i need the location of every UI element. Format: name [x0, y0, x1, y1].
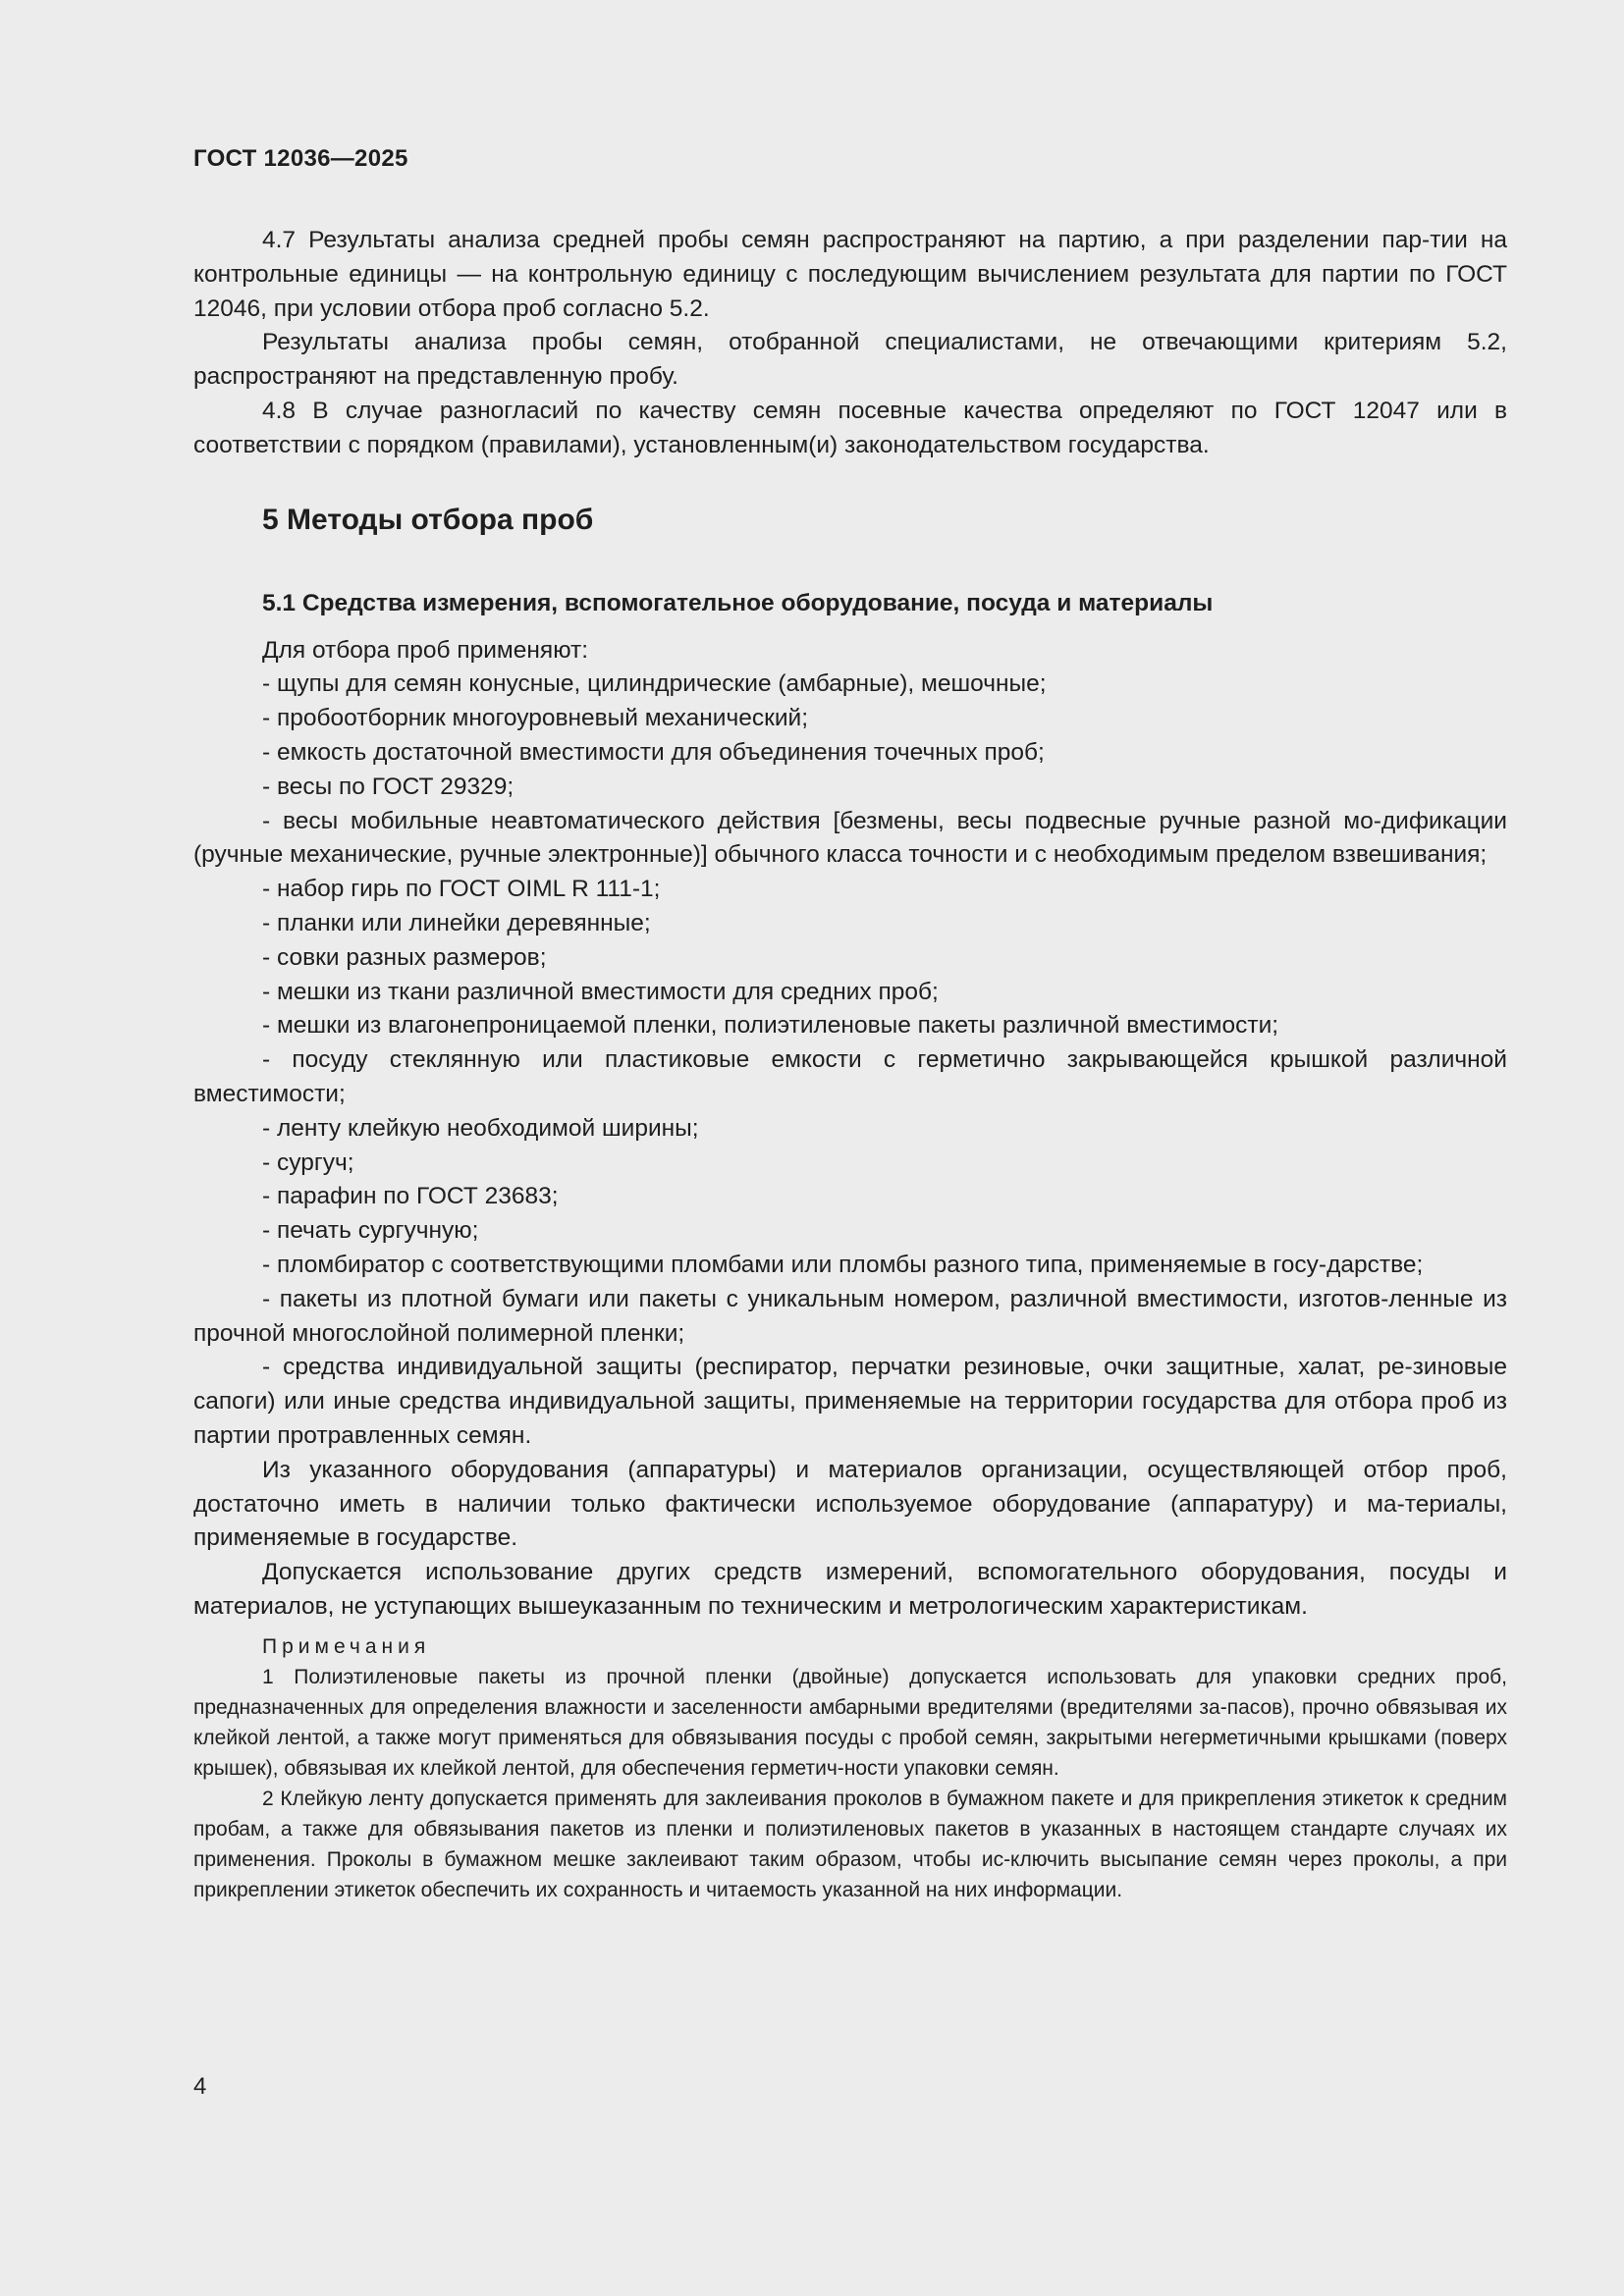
list-item: - ленту клейкую необходимой ширины; — [262, 1114, 699, 1142]
document-page — [193, 145, 1507, 1905]
list-item: - планки или линейки деревянные; — [262, 909, 651, 936]
list-item: - весы по ГОСТ 29329; — [262, 773, 514, 800]
note-item: 2 Клейкую ленту допускается применять для заклеивания проколов в бумажном пакете и для прикрепления этикеток к средним пробам, а также для обвязывания пакетов из пленки и полиэтиленовых пакетов в указанных в настоящем стандарте случаях их применения. Проколы в бумажном мешке заклеивают таким образом, чтобы ис-ключить высыпание семян через проколы, а при прикреплении этикеток обеспечить их сохранность и читаемость указанной на них информации. — [193, 1787, 1507, 1901]
list-item: - посуду стеклянную или пластиковые емкости с герметично закрывающейся крышкой различной вместимости; — [193, 1046, 1507, 1107]
list-item: - пробоотборник многоуровневый механический; — [262, 705, 809, 732]
list-item: - совки разных размеров; — [262, 943, 547, 971]
list-item: - печать сургучную; — [262, 1217, 479, 1245]
note-item: 1 Полиэтиленовые пакеты из прочной пленки (двойные) допускается использовать для упаковки средних проб, предназначенных для определения влажности и заселенности амбарными вредителями (вредителями за-пасов), прочно обвязывая их клейкой лентой, а также могут применяться для обвязывания посуды с пробой семян, закрытыми негерметичными крышками (поверх крышек), обвязывая их клейкой лентой, для обеспечения герметич-ности упаковки семян. — [193, 1665, 1507, 1780]
paragraph-4-8: 4.8 В случае разногласий по качеству семян посевные качества определяют по ГОСТ 12047 или в соответствии с порядком (правилами), установленным(и) законодательством государства. — [193, 397, 1507, 458]
list-item: - емкость достаточной вместимости для объединения точечных проб; — [262, 738, 1045, 766]
section-title: 5 Методы отбора проб — [262, 503, 594, 536]
list-item: - парафин по ГОСТ 23683; — [262, 1183, 559, 1210]
list-item: - щупы для семян конусные, цилиндрические (амбарные), мешочные; — [262, 670, 1047, 698]
list-item: - сургуч; — [262, 1148, 354, 1176]
list-item: - пломбиратор с соответствующими пломбами или пломбы разного типа, применяемые в госу-дарстве; — [262, 1251, 1424, 1278]
paragraph-4-7: 4.7 Результаты анализа средней пробы семян распространяют на партию, а при разделении пар-тии на контрольные единицы — на контрольную единицу с последующим вычислением результата для партии по ГОСТ 12046, при условии отбора проб согласно 5.2. — [193, 227, 1507, 322]
subsection-title: 5.1 Средства измерения, вспомогательное оборудование, посуда и материалы — [262, 589, 1214, 616]
closing-paragraph: Допускается использование других средств измерений, вспомогательного оборудования, посуды и материалов, не уступающих вышеуказанным по техническим и метрологическим характеристикам. — [193, 1559, 1507, 1620]
paragraph-4-7-cont: Результаты анализа пробы семян, отобранной специалистами, не отвечающими критериям 5.2, распространяют на представленную пробу. — [193, 329, 1507, 391]
list-item: - набор гирь по ГОСТ OIML R 111-1; — [262, 876, 661, 903]
list-item: - средства индивидуальной защиты (респиратор, перчатки резиновые, очки защитные, халат, ре-зиновые сапоги) или иные средства индивидуальной защиты, применяемые на территории государства для отбора проб из партии протравленных семян. — [193, 1354, 1507, 1449]
list-item: - пакеты из плотной бумаги или пакеты с уникальным номером, различной вместимости, изготов-ленные из прочной многослойной полимерной пленки; — [193, 1285, 1507, 1347]
list-item: - весы мобильные неавтоматического действия [безмены, весы подвесные ручные разной мо-дификации (ручные механические, ручные электронные)] обычного класса точности и с необходимым пределом взвешивания; — [193, 807, 1507, 869]
page-number: 4 — [193, 2073, 207, 2100]
equipment-list — [193, 667, 1507, 1453]
list-item: - мешки из влагонепроницаемой пленки, полиэтиленовые пакеты различной вместимости; — [262, 1012, 1279, 1040]
notes-title: Примечания — [262, 1634, 431, 1658]
document-code-header: ГОСТ 12036—2025 — [193, 145, 408, 172]
list-item: - мешки из ткани различной вместимости для средних проб; — [262, 978, 939, 1005]
list-intro: Для отбора проб применяют: — [262, 636, 589, 664]
closing-paragraph: Из указанного оборудования (аппаратуры) и материалов организации, осуществляющей отбор проб, достаточно иметь в наличии только фактически используемое оборудование (аппаратуру) и ма-териалы, применяемые в государстве. — [193, 1456, 1507, 1552]
